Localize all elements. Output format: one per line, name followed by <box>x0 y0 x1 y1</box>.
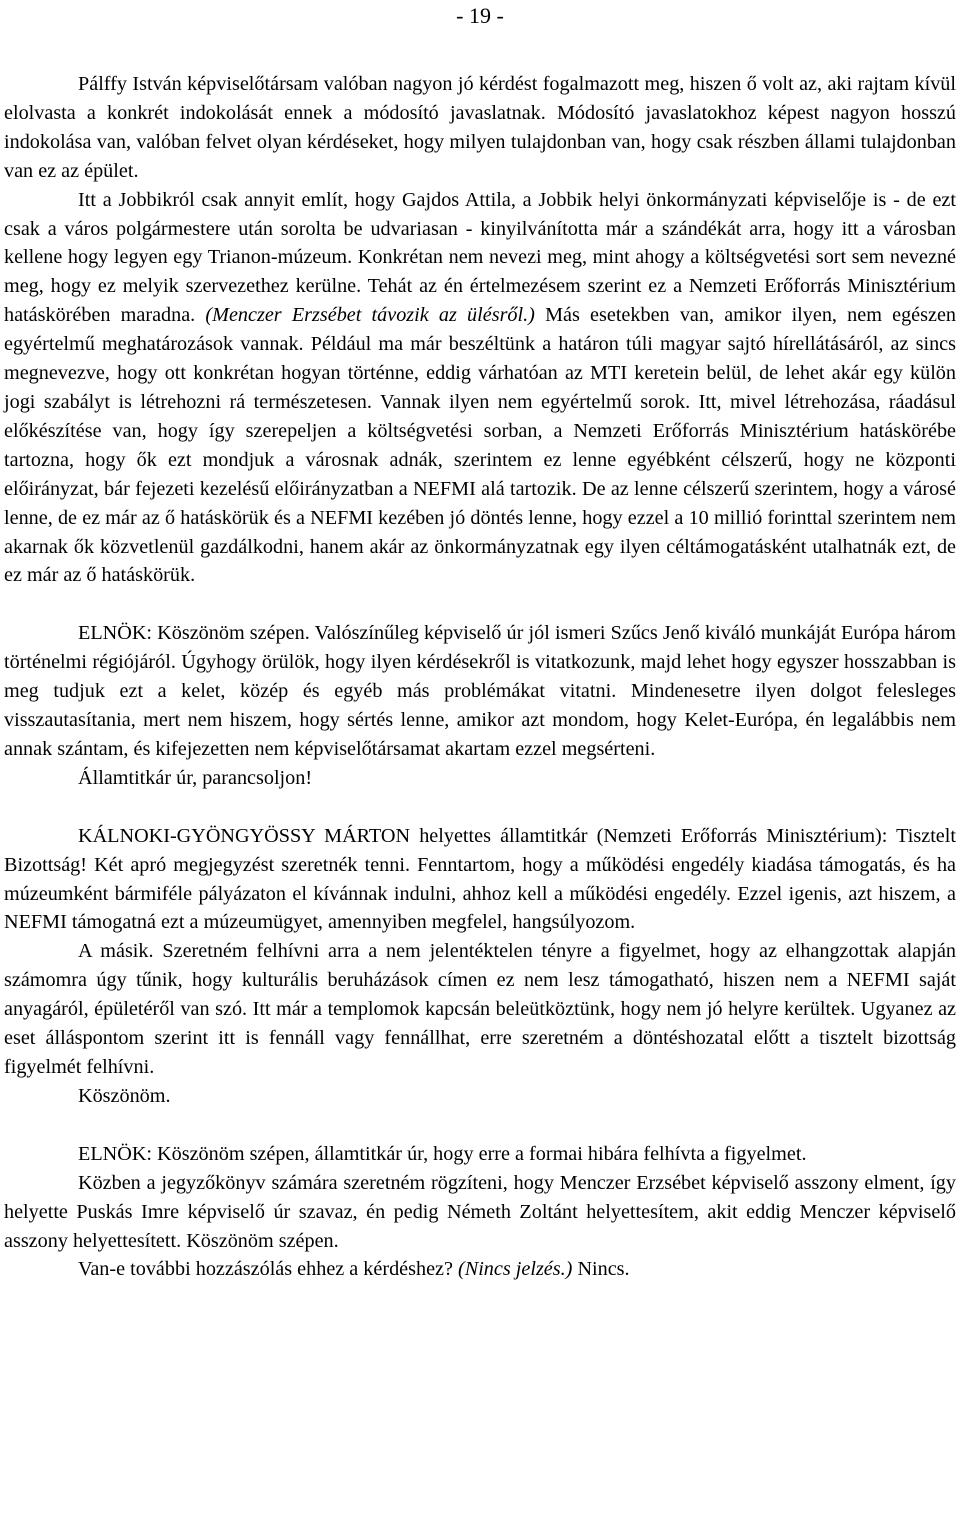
paragraph <box>4 1255 956 1284</box>
paragraph: A másik. Szeretném felhívni arra a nem jelentéktelen tényre a figyelmet, hogy az elhangzottak alapján számomra úgy tűnik, hogy kulturális beruházások címen ez nem lesz támogatható, hiszen nem a NEFMI saját anyagáról, épületéről van szó. Itt már a templomok kapcsán beleütköztünk, hogy nem jó helyre kerültek. Ugyanez az eset álláspontom szerint itt is fennáll vagy fennállhat, erre szeretném a döntéshozatal előtt a tisztelt bizottság figyelmét felhívni. <box>4 940 956 1078</box>
paragraph-gap <box>4 793 956 822</box>
page-number: - 19 - <box>456 3 504 28</box>
paragraph-text: Más esetekben van, amikor ilyen, nem egészen egyértelmű meghatározások vannak. Például ma már beszéltünk a határon túli magyar sajtó hírellátásáról, az sincs megnevezve, hogy ott konkrétan hogyan történne, eddig várhatóan az MTI keretein belül, de lehet akár egy külön jogi szabályt is létrehozni rá természetesen. Vannak ilyen nem egyértelmű sorok. Itt, mivel létrehozása, ráadásul előkészítése van, hogy így szerepeljen a költségvetési sorban, a Nemzeti Erőforrás Minisztérium hatáskörébe tartozna, hogy ők ezt mondjuk a városnak adnák, szerintem ez lenne egyébként célszerű, hogy ne központi előirányzat, bár fejezeti kezelésű előirányzatban a NEFMI alá tartozik. De az lenne célszerű szerintem, hogy a városé lenne, de ez már az ő hatáskörük és a NEFMI kezében jó döntés lenne, hogy ezzel a 10 millió forinttal szerintem nem akarnak ők közvetlenül gazdálkodni, hanem akár az önkormányzatnak egy ilyen céltámogatásként utalhatnák ezt, de ez már az ő hatáskörük. <box>4 304 956 587</box>
paragraph <box>4 186 956 591</box>
paragraph: Államtitkár úr, parancsoljon! <box>78 766 313 789</box>
paragraph: Pálffy István képviselőtársam valóban nagyon jó kérdést fogalmazott meg, hiszen ő volt az, aki rajtam kívül elolvasta a konkrét indokolását ennek a módosító javaslatnak. Módosító javaslatokhoz képest nagyon hosszú indokolása van, valóban felvet olyan kérdéseket, hogy milyen tulajdonban van, hogy csak részben állami tulajdonban van ez az épület. <box>4 73 956 182</box>
paragraph: Köszönöm. <box>78 1084 171 1107</box>
paragraph-text: Itt a Jobbikról csak annyit említ, hogy Gajdos Attila, a Jobbik helyi önkormányzati képviselője is - de ezt csak a város polgármestere után sorolta be udvariasan - kinyilvánította már a szándékát arra, hogy itt a városban kellene hogy legyen egy Trianon-múzeum. Konkrétan nem nevezi meg, mint ahogy a költségvetési sort sem nevezné meg, hogy ez melyik szervezethez kerülne. Tehát az én értelmezésem szerint ez a Nemzeti Erőforrás Minisztérium hatáskörében maradna. <box>4 188 956 327</box>
paragraph-gap <box>4 1111 956 1140</box>
stage-note: (Menczer Erzsébet távozik az ülésről.) <box>205 304 535 327</box>
paragraph-text: Nincs. <box>577 1258 630 1281</box>
document-body <box>4 70 956 1284</box>
paragraph-text: Van-e további hozzászólás ehhez a kérdéshez? <box>78 1258 453 1281</box>
paragraph: ELNÖK: Köszönöm szépen. Valószínűleg képviselő úr jól ismeri Szűcs Jenő kiváló munkáját Európa három történelmi régiójáról. Úgyhogy örülök, hogy ilyen kérdésekről is vitatkozunk, majd lehet hogy egyszer hosszabban is meg tudjuk ezt a kelet, közép és egyéb más problémákat vitatni. Mindenesetre ilyen dolgot felesleges visszautasítania, mert nem hiszem, hogy sértés lenne, amikor azt mondom, hogy Kelet-Európa, én legalábbis nem annak szántam, és kifejezetten nem képviselőtársamat akartam ezzel megsérteni. <box>4 622 956 760</box>
paragraph: KÁLNOKI-GYÖNGYÖSSY MÁRTON helyettes államtitkár (Nemzeti Erőforrás Minisztérium): Tisztelt Bizottság! Két apró megjegyzést szeretnék tenni. Fenntartom, hogy a működési engedély kiadása támogatás, és ha múzeumként bármiféle pályázaton el kívánnak indulni, ahhoz kell a működési engedély. Ezzel igenis, azt hiszem, a NEFMI támogatná ezt a múzeumügyet, amennyiben megfelel, hangsúlyozom. <box>4 824 956 934</box>
paragraph-gap <box>4 590 956 619</box>
stage-note: (Nincs jelzés.) <box>458 1258 573 1281</box>
paragraph: ELNÖK: Köszönöm szépen, államtitkár úr, hogy erre a formai hibára felhívta a figyelmet. <box>78 1142 807 1165</box>
paragraph: Közben a jegyzőkönyv számára szeretném rögzíteni, hogy Menczer Erzsébet képviselő asszony elment, így helyette Puskás Imre képviselő úr szavaz, én pedig Németh Zoltánt helyettesítem, akit eddig Menczer képviselő asszony helyettesített. Köszönöm szépen. <box>4 1171 956 1252</box>
